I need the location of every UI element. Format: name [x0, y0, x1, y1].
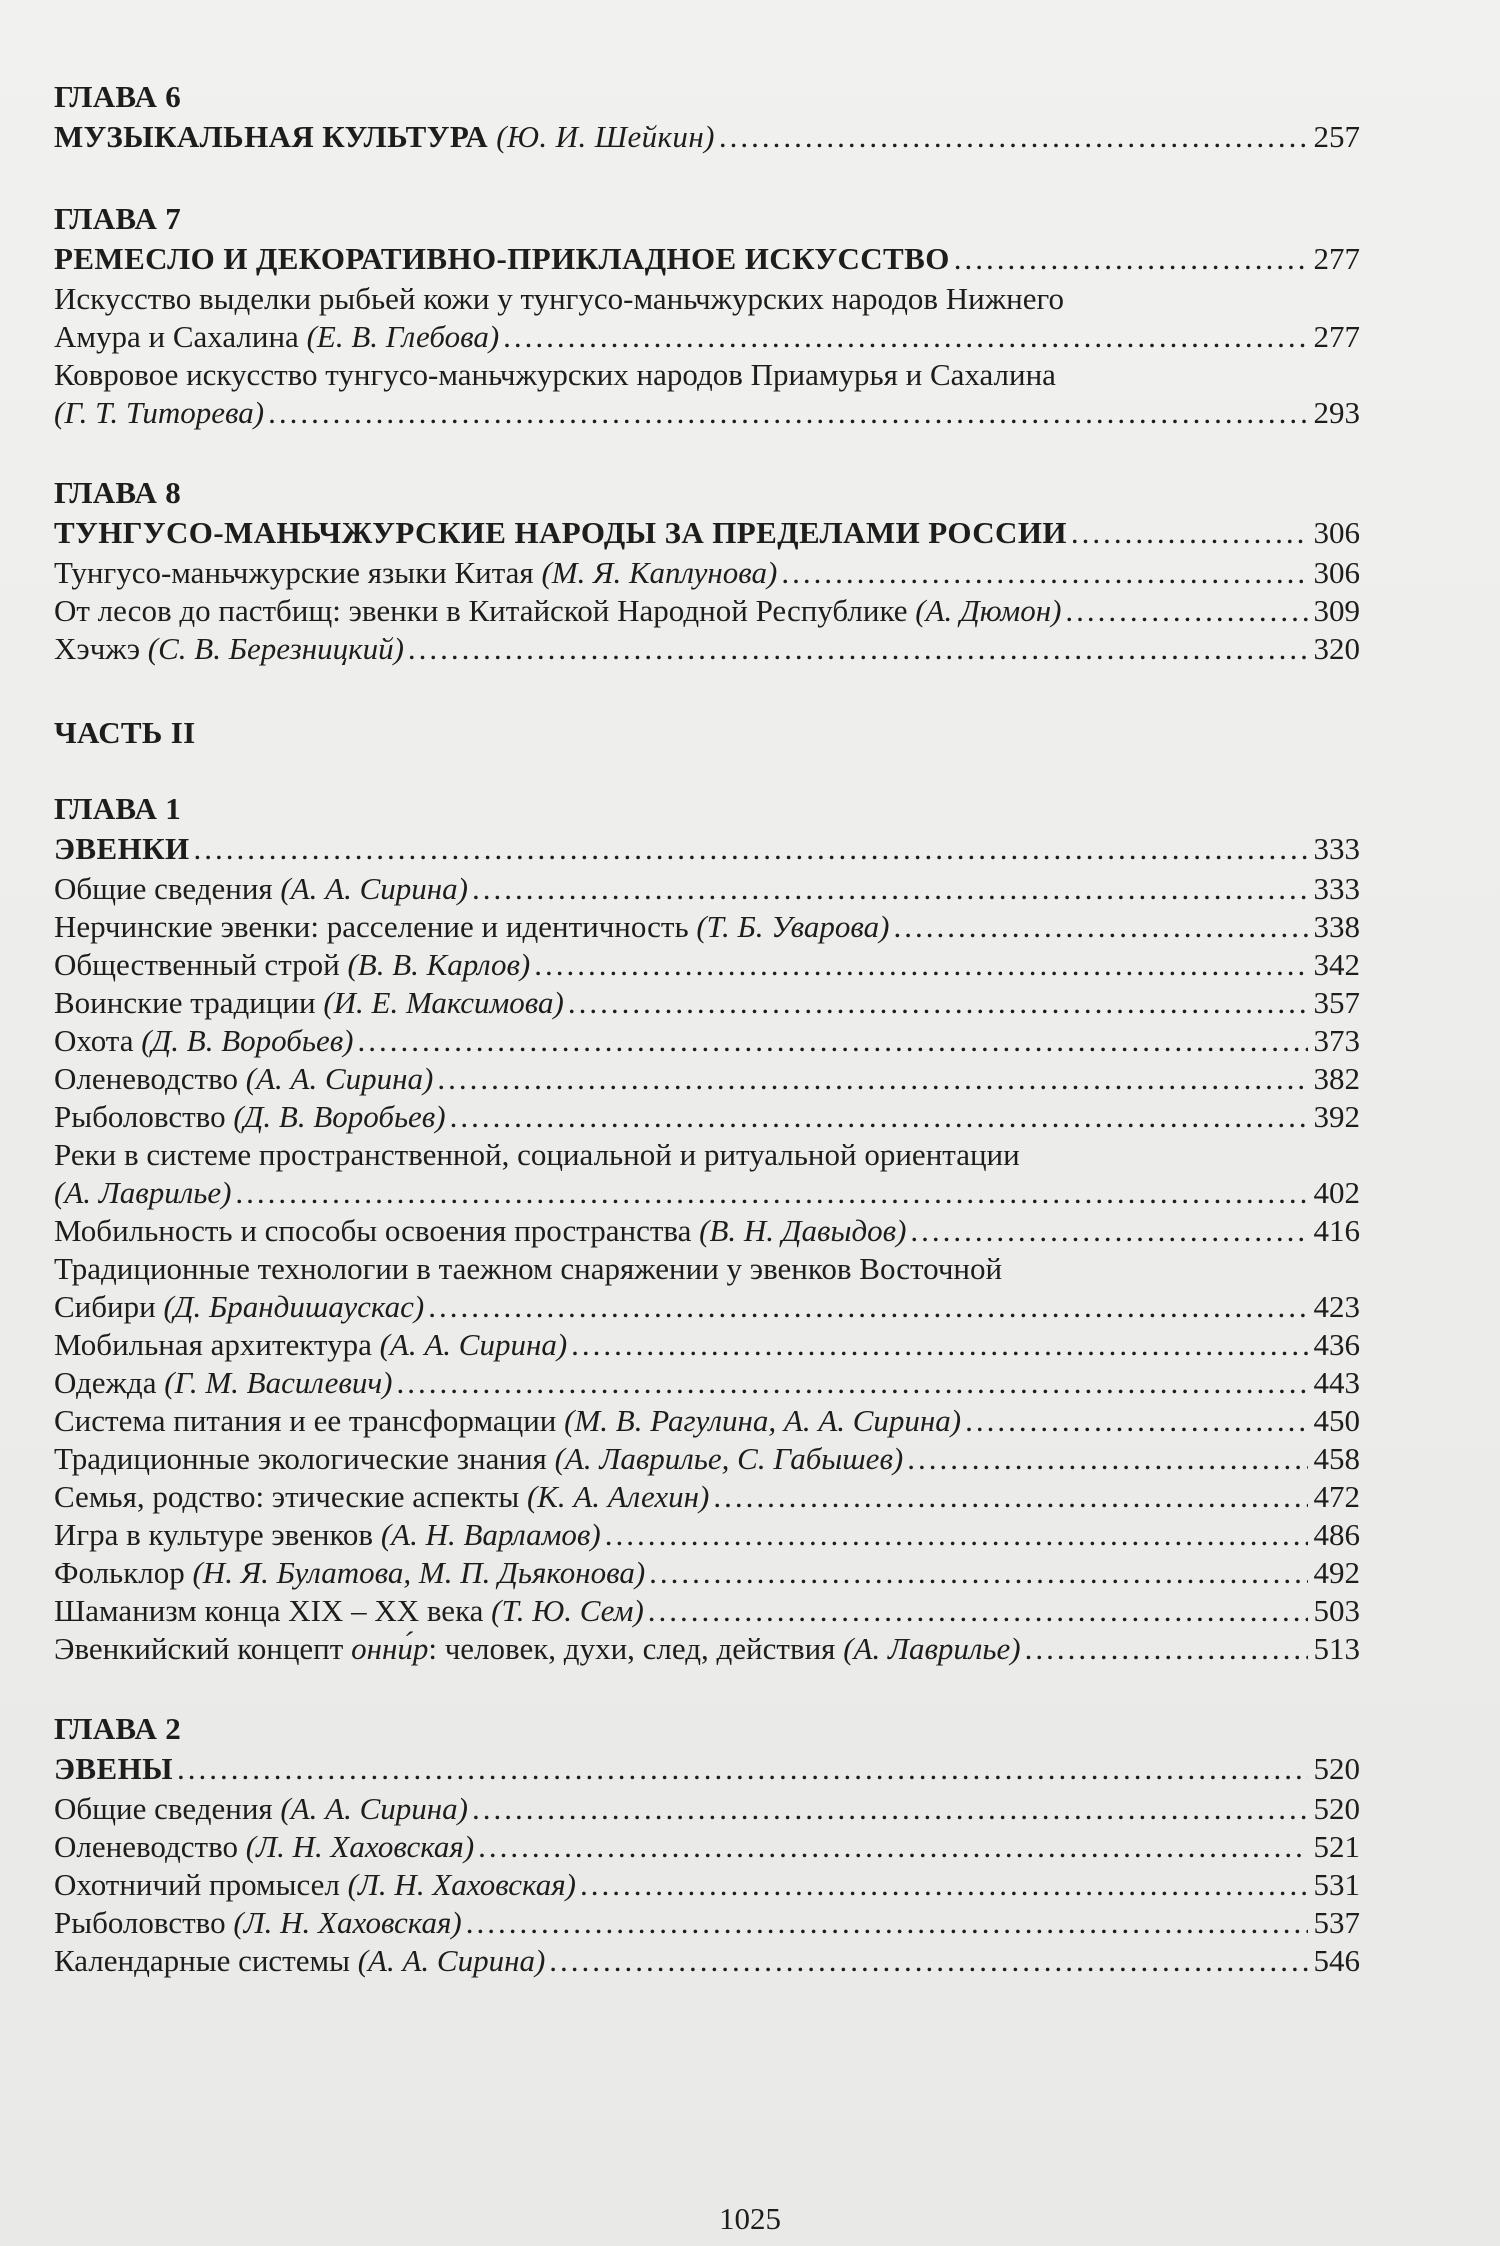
toc-entry-row — [54, 394, 1360, 432]
toc-entry[interactable] — [54, 1866, 1360, 1904]
toc-entry-row — [54, 318, 1360, 356]
toc-entry-row — [54, 946, 1360, 984]
chapter-title-row[interactable] — [54, 116, 1360, 158]
toc-entry[interactable] — [54, 1630, 1360, 1668]
entry-title — [54, 318, 499, 356]
toc-entry-row — [54, 554, 1360, 592]
chapter-title-text: ЭВЕНКИ — [54, 831, 190, 866]
entry-title — [54, 1592, 644, 1630]
chapter-section — [54, 200, 1360, 432]
entry-author: (Е. В. Глебова) — [306, 319, 500, 354]
toc-entry[interactable] — [54, 1516, 1360, 1554]
dot-leader — [954, 238, 1308, 280]
entry-title-text: Одежда — [54, 1365, 165, 1400]
entry-title — [54, 984, 564, 1022]
chapter-title — [54, 1748, 173, 1790]
toc-entry[interactable] — [54, 630, 1360, 668]
toc-entry-row — [54, 1592, 1360, 1630]
toc-entry-row — [54, 1022, 1360, 1060]
toc-entry-row — [54, 1402, 1360, 1440]
part-label: ЧАСТЬ II — [54, 715, 196, 750]
entry-title-text: Охота — [54, 1023, 142, 1058]
entry-author: (В. В. Карлов) — [347, 947, 531, 982]
chapter-label: ГЛАВА 8 — [54, 475, 181, 510]
entry-title — [54, 1174, 231, 1212]
toc-entry[interactable] — [54, 870, 1360, 908]
entry-author: (А. А. Сирина) — [245, 1061, 434, 1096]
toc-entry[interactable] — [54, 1060, 1360, 1098]
entry-page-number: 443 — [1313, 1365, 1360, 1400]
dot-leader — [450, 1098, 1308, 1136]
chapter-title-author: (Ю. И. Шейкин) — [496, 119, 715, 154]
entry-page-number: 521 — [1313, 1829, 1360, 1864]
toc-entry[interactable] — [54, 592, 1360, 630]
entry-author: (К. А. Алехин) — [526, 1479, 710, 1514]
dot-leader — [466, 1904, 1308, 1942]
entry-title-text: Шаманизм конца XIX – XX века — [54, 1593, 492, 1628]
toc-entry[interactable] — [54, 1478, 1360, 1516]
entry-title-text: Оленеводство — [54, 1061, 246, 1096]
chapter-title-text: ТУНГУСО-МАНЬЧЖУРСКИЕ НАРОДЫ ЗА ПРЕДЕЛАМИ РОССИИ — [54, 515, 1067, 550]
chapter-section — [54, 1710, 1360, 1980]
toc-entry-row — [54, 1478, 1360, 1516]
dot-leader — [719, 116, 1308, 158]
entry-title — [54, 1440, 903, 1478]
entry-author: (А. А. Сирина) — [280, 871, 468, 906]
toc-entry[interactable] — [54, 1904, 1360, 1942]
dot-leader — [268, 394, 1307, 432]
dot-leader — [408, 630, 1308, 668]
chapter-title — [54, 512, 1067, 554]
toc-entry[interactable] — [54, 356, 1360, 432]
entry-title-text: Амура и Сахалина — [54, 319, 307, 354]
toc-entry-row — [54, 1326, 1360, 1364]
entry-author: (А. А. Сирина) — [280, 1791, 468, 1826]
entry-page-number: 357 — [1313, 985, 1360, 1020]
dot-leader — [1065, 592, 1307, 630]
entry-title — [54, 1060, 433, 1098]
entry-author: (Н. Я. Булатова, М. П. Дьяконова) — [192, 1555, 646, 1590]
chapter-section — [54, 474, 1360, 668]
dot-leader — [534, 946, 1307, 984]
dot-leader — [478, 1828, 1307, 1866]
dot-leader — [713, 1478, 1307, 1516]
entry-author: (И. Е. Максимова) — [323, 985, 564, 1020]
entry-title — [54, 630, 404, 668]
table-of-contents — [54, 78, 1360, 1980]
entry-author: (Т. Б. Уварова) — [696, 909, 890, 944]
dot-leader — [907, 1440, 1307, 1478]
chapter-label: ГЛАВА 1 — [54, 791, 181, 826]
toc-entry[interactable] — [54, 1022, 1360, 1060]
dot-leader — [503, 318, 1307, 356]
entry-page-number: 458 — [1313, 1441, 1360, 1476]
chapter-title-text: РЕМЕСЛО И ДЕКОРАТИВНО-ПРИКЛАДНОЕ ИСКУССТВО — [54, 241, 950, 276]
entry-page-number: 537 — [1313, 1905, 1360, 1940]
dot-leader — [437, 1060, 1307, 1098]
toc-entry[interactable] — [54, 1592, 1360, 1630]
toc-entry-row — [54, 1174, 1360, 1212]
chapter-title-text: ЭВЕНЫ — [54, 1751, 173, 1786]
entry-title — [54, 1288, 424, 1326]
toc-entry[interactable] — [54, 280, 1360, 356]
entry-page-number: 320 — [1313, 631, 1360, 666]
entry-author: (Г. Т. Титорева) — [54, 395, 265, 430]
toc-entry[interactable] — [54, 1790, 1360, 1828]
entry-page-number: 436 — [1313, 1327, 1360, 1362]
dot-leader — [781, 554, 1307, 592]
entry-author: (Г. М. Василевич) — [164, 1365, 393, 1400]
entry-title-text: Тунгусо-маньчжурские языки Китая — [54, 555, 542, 590]
entry-title-text: Общественный строй — [54, 947, 348, 982]
entry-title — [54, 1516, 601, 1554]
entry-page-number: 392 — [1313, 1099, 1360, 1134]
entry-title — [54, 1942, 545, 1980]
entry-page-number: 450 — [1313, 1403, 1360, 1438]
chapter-title — [54, 238, 950, 280]
toc-entry-row — [54, 1098, 1360, 1136]
chapter-title-row[interactable] — [54, 1748, 1360, 1790]
chapter-title — [54, 828, 189, 870]
entry-page-number: 531 — [1313, 1867, 1360, 1902]
entry-title-text: Воинские традиции — [54, 985, 324, 1020]
entry-author: (Д. В. Воробьев) — [141, 1023, 354, 1058]
entry-page-number: 306 — [1313, 555, 1360, 590]
entry-title — [54, 908, 889, 946]
entry-author: (Л. Н. Хаховская) — [245, 1829, 475, 1864]
entry-page-number: 486 — [1313, 1517, 1360, 1552]
chapter-title-row[interactable] — [54, 828, 1360, 870]
toc-entry-row — [54, 1440, 1360, 1478]
entry-title — [54, 1554, 645, 1592]
toc-entry-row — [54, 1866, 1360, 1904]
toc-entry[interactable] — [54, 946, 1360, 984]
entry-author: (А. Лаврилье) — [843, 1631, 1021, 1666]
entry-title — [54, 1790, 468, 1828]
dot-leader — [1025, 1630, 1308, 1668]
toc-entry-row — [54, 1060, 1360, 1098]
dot-leader — [580, 1866, 1307, 1904]
entry-author: (М. В. Рагулина, А. А. Сирина) — [564, 1403, 962, 1438]
entry-title — [54, 592, 1061, 630]
entry-title — [54, 870, 468, 908]
toc-entry[interactable] — [54, 1828, 1360, 1866]
entry-title-text: Календарные системы — [54, 1943, 358, 1978]
entry-term: онни́р — [351, 1631, 429, 1666]
entry-title — [54, 1212, 906, 1250]
entry-title-line: Традиционные технологии в таежном снаряжении у эвенков Восточной — [54, 1251, 1003, 1286]
toc-entry[interactable] — [54, 1212, 1360, 1250]
toc-entry[interactable] — [54, 1440, 1360, 1478]
dot-leader — [910, 1212, 1307, 1250]
page-number: 1025 — [719, 2201, 781, 2236]
chapter-title — [54, 116, 715, 158]
toc-entry-row — [54, 1790, 1360, 1828]
entry-author: (А. Лаврилье) — [54, 1175, 232, 1210]
part-section — [54, 714, 1360, 752]
toc-entry-row — [54, 1942, 1360, 1980]
dot-leader — [648, 1592, 1308, 1630]
chapter-label: ГЛАВА 6 — [54, 79, 181, 114]
section-spacer — [54, 1668, 1360, 1710]
entry-title — [54, 1402, 961, 1440]
entry-page-number: 293 — [1313, 395, 1360, 430]
section-spacer — [54, 432, 1360, 474]
entry-title — [54, 1022, 353, 1060]
entry-page-number: 492 — [1313, 1555, 1360, 1590]
chapter-title-row[interactable] — [54, 512, 1360, 554]
entry-page-number: 333 — [1313, 871, 1360, 906]
dot-leader — [571, 1326, 1307, 1364]
dot-leader — [1071, 512, 1308, 554]
toc-entry[interactable] — [54, 1554, 1360, 1592]
entry-page-number: 373 — [1313, 1023, 1360, 1058]
entry-author: (В. Н. Давыдов) — [699, 1213, 907, 1248]
chapter-title-row[interactable] — [54, 238, 1360, 280]
entry-page-number: 503 — [1313, 1593, 1360, 1628]
entry-author: (Д. В. Воробьев) — [233, 1099, 446, 1134]
toc-entry-row — [54, 1364, 1360, 1402]
chapter-title-text: МУЗЫКАЛЬНАЯ КУЛЬТУРА — [54, 119, 489, 154]
chapter-page-number: 277 — [1313, 241, 1360, 276]
dot-leader — [357, 1022, 1307, 1060]
toc-entry-row — [54, 1904, 1360, 1942]
entry-title-text: Игра в культуре эвенков — [54, 1517, 381, 1552]
toc-entry[interactable] — [54, 1326, 1360, 1364]
dot-leader — [649, 1554, 1307, 1592]
toc-entry[interactable] — [54, 984, 1360, 1022]
entry-title-text: Фольклор — [54, 1555, 193, 1590]
entry-page-number: 277 — [1313, 319, 1360, 354]
toc-entry[interactable] — [54, 1942, 1360, 1980]
dot-leader — [428, 1288, 1307, 1326]
chapter-page-number: 520 — [1313, 1751, 1360, 1786]
section-spacer — [54, 158, 1360, 200]
entry-title — [54, 1364, 392, 1402]
entry-page-number: 416 — [1313, 1213, 1360, 1248]
toc-entry[interactable] — [54, 1098, 1360, 1136]
dot-leader — [549, 1942, 1307, 1980]
toc-entry[interactable] — [54, 1250, 1360, 1326]
dot-leader — [472, 1790, 1308, 1828]
toc-entry-row — [54, 1630, 1360, 1668]
entry-title-text: Общие сведения — [54, 871, 281, 906]
toc-entry-row — [54, 1288, 1360, 1326]
entry-title-text: Рыболовство — [54, 1905, 234, 1940]
entry-author: (А. Дюмон) — [915, 593, 1062, 628]
entry-page-number: 402 — [1313, 1175, 1360, 1210]
entry-title-text: От лесов до пастбищ: эвенки в Китайской Народной Республике — [54, 593, 916, 628]
toc-entry-row — [54, 1516, 1360, 1554]
entry-title — [54, 1326, 567, 1364]
entry-page-number: 342 — [1313, 947, 1360, 982]
entry-title — [54, 1904, 462, 1942]
entry-title-text: Система питания и ее трансформации — [54, 1403, 565, 1438]
entry-title — [54, 1828, 474, 1866]
entry-author: (А. А. Сирина) — [379, 1327, 568, 1362]
dot-leader — [568, 984, 1308, 1022]
entry-title-text: Традиционные экологические знания — [54, 1441, 555, 1476]
toc-entry-row — [54, 984, 1360, 1022]
entry-title-part: Эвенкийский концепт — [54, 1631, 352, 1666]
entry-author: (М. Я. Каплунова) — [541, 555, 778, 590]
entry-page-number: 423 — [1313, 1289, 1360, 1324]
dot-leader — [893, 908, 1307, 946]
entry-page-number: 309 — [1313, 593, 1360, 628]
chapter-section — [54, 78, 1360, 158]
entry-title — [54, 1098, 446, 1136]
chapter-section — [54, 790, 1360, 1668]
entry-title-part: : человек, духи, след, действия — [428, 1631, 844, 1666]
chapter-label: ГЛАВА 7 — [54, 201, 181, 236]
toc-entry-row — [54, 1554, 1360, 1592]
dot-leader — [605, 1516, 1308, 1554]
dot-leader — [177, 1748, 1308, 1790]
dot-leader — [965, 1402, 1307, 1440]
chapter-label: ГЛАВА 2 — [54, 1711, 181, 1746]
dot-leader — [396, 1364, 1307, 1402]
entry-title-text: Нерчинские эвенки: расселение и идентичность — [54, 909, 697, 944]
dot-leader — [193, 828, 1307, 870]
entry-author: (А. Лаврилье, С. Габышев) — [554, 1441, 904, 1476]
toc-entry[interactable] — [54, 1136, 1360, 1212]
entry-title-text: Охотничий промысел — [54, 1867, 348, 1902]
entry-author: (Л. Н. Хаховская) — [347, 1867, 577, 1902]
toc-entry[interactable] — [54, 1402, 1360, 1440]
toc-entry-row — [54, 870, 1360, 908]
entry-author: (А. А. Сирина) — [357, 1943, 546, 1978]
toc-entry-row — [54, 1828, 1360, 1866]
entry-title-line: Ковровое искусство тунгусо-маньчжурских народов Приамурья и Сахалина — [54, 357, 1056, 392]
entry-title-text: Семья, родство: этические аспекты — [54, 1479, 527, 1514]
entry-author: (Л. Н. Хаховская) — [233, 1905, 462, 1940]
entry-page-number: 472 — [1313, 1479, 1360, 1514]
entry-author: (А. Н. Варламов) — [380, 1517, 601, 1552]
chapter-page-number: 333 — [1313, 831, 1360, 866]
toc-entry-row — [54, 630, 1360, 668]
entry-author: (Т. Ю. Сем) — [491, 1593, 644, 1628]
section-spacer — [54, 668, 1360, 714]
entry-title-text: Общие сведения — [54, 1791, 281, 1826]
entry-title-text: Хэчжэ — [54, 631, 148, 666]
entry-title-text: Мобильная архитектура — [54, 1327, 380, 1362]
entry-author: (Д. Брандишаускас) — [163, 1289, 425, 1324]
entry-page-number: 382 — [1313, 1061, 1360, 1096]
entry-title-text: Оленеводство — [54, 1829, 246, 1864]
entry-title — [54, 394, 264, 432]
dot-leader — [235, 1174, 1307, 1212]
toc-entry[interactable] — [54, 554, 1360, 592]
toc-entry-row — [54, 592, 1360, 630]
entry-title-text: Мобильность и способы освоения пространства — [54, 1213, 700, 1248]
entry-title — [54, 1630, 1021, 1668]
section-spacer — [54, 752, 1360, 790]
toc-entry-row — [54, 908, 1360, 946]
entry-title-line: Реки в системе пространственной, социальной и ритуальной ориентации — [54, 1137, 1020, 1172]
entry-page-number: 338 — [1313, 909, 1360, 944]
entry-page-number: 513 — [1313, 1631, 1360, 1666]
chapter-page-number: 257 — [1313, 119, 1360, 154]
entry-title — [54, 946, 530, 984]
toc-entry[interactable] — [54, 908, 1360, 946]
entry-page-number: 546 — [1313, 1943, 1360, 1978]
entry-title-text: Сибири — [54, 1289, 164, 1324]
entry-title — [54, 1866, 576, 1904]
entry-page-number: 520 — [1313, 1791, 1360, 1826]
toc-entry-row — [54, 1212, 1360, 1250]
chapter-page-number: 306 — [1313, 515, 1360, 550]
entry-title — [54, 1478, 709, 1516]
entry-title-text: Рыболовство — [54, 1099, 234, 1134]
entry-title — [54, 554, 777, 592]
toc-entry[interactable] — [54, 1364, 1360, 1402]
entry-author: (С. В. Березницкий) — [147, 631, 404, 666]
entry-title-line: Искусство выделки рыбьей кожи у тунгусо-маньчжурских народов Нижнего — [54, 281, 1064, 316]
dot-leader — [472, 870, 1308, 908]
